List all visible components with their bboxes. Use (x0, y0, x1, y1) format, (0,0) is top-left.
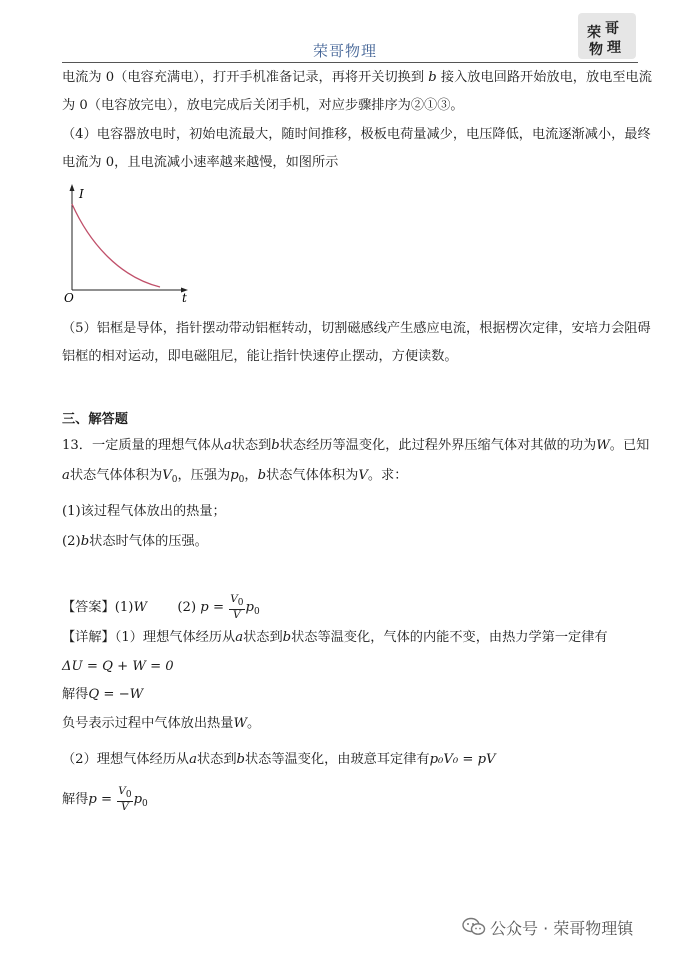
fraction: $\frac{V0}{V}$ (230, 593, 244, 621)
y-axis-arrow (70, 184, 75, 191)
item5-line: 铝框的相对运动，即电磁阻尼，能让指针快速停止摆动，方便读数。 (62, 349, 458, 364)
paragraph-line: 电流为 0（电容充满电），打开手机准备记录，再将开关切换到 b 接入放电回路开始放电，放电至电流 (62, 70, 652, 85)
origin-label: O (64, 291, 74, 302)
brand-logo (578, 13, 636, 59)
current-decay-curve (72, 204, 160, 287)
logo-char: 理 (607, 40, 621, 56)
solution-line: 解得p = $\frac{V0}{V}$ $p_0$ (62, 785, 148, 813)
item4-line: 电流为 0，且电流减小速率越来越慢，如图所示 (62, 155, 339, 170)
sub-question-1: (1)该过程气体放出的热量； (62, 504, 226, 519)
item4-line: （4）电容器放电时，初始电流最大，随时间推移，极板电荷量减少，电压降低，电流逐渐减小，最终 (62, 127, 651, 142)
question-13-line: a状态气体体积为$V_0$，压强为$p_0$，b状态气体体积为V。求： (62, 468, 408, 485)
wechat-icon (462, 917, 486, 937)
x-axis-label: t (182, 291, 187, 302)
detail-line: 【详解】（1）理想气体经历从a状态到b状态等温变化，气体的内能不变，由热力学第一定律有 (62, 630, 608, 645)
answer-line: 【答案】(1)W (2) p = $\frac{V0}{V}$ $p_0$ (62, 593, 260, 621)
fraction: $\frac{V0}{V}$ (118, 785, 132, 813)
detail-line: （2）理想气体经历从a状态到b状态等温变化，由玻意耳定律有p₀V₀ = pV (62, 752, 496, 767)
header-divider (62, 62, 638, 63)
detail-line: 负号表示过程中气体放出热量W。 (62, 716, 261, 731)
logo-char: 荣 (587, 25, 601, 41)
equation-first-law: ΔU = Q + W = 0 (62, 659, 174, 674)
logo-char: 物 (589, 42, 603, 58)
solution-line: 解得Q = −W (62, 687, 144, 702)
header-title: 荣哥物理 (312, 42, 377, 60)
discharge-current-graph (60, 182, 200, 302)
question-13-line: 13．一定质量的理想气体从a状态到b状态经历等温变化，此过程外界压缩气体对其做的功为W。已知 (62, 438, 650, 453)
footer-watermark: 公众号 · 荣哥物理镇 (490, 919, 634, 938)
section-heading: 三、解答题 (62, 412, 128, 427)
sub-question-2: (2)b状态时气体的压强。 (62, 534, 208, 549)
logo-char: 哥 (605, 21, 619, 37)
paragraph-line: 为 0（电容放完电），放电完成后关闭手机，对应步骤排序为②①③。 (62, 98, 464, 113)
y-axis-label: I (79, 187, 84, 201)
item5-line: （5）铝框是导体，指针摆动带动铝框转动，切割磁感线产生感应电流，根据楞次定律，安培力会阻碍 (62, 321, 651, 336)
